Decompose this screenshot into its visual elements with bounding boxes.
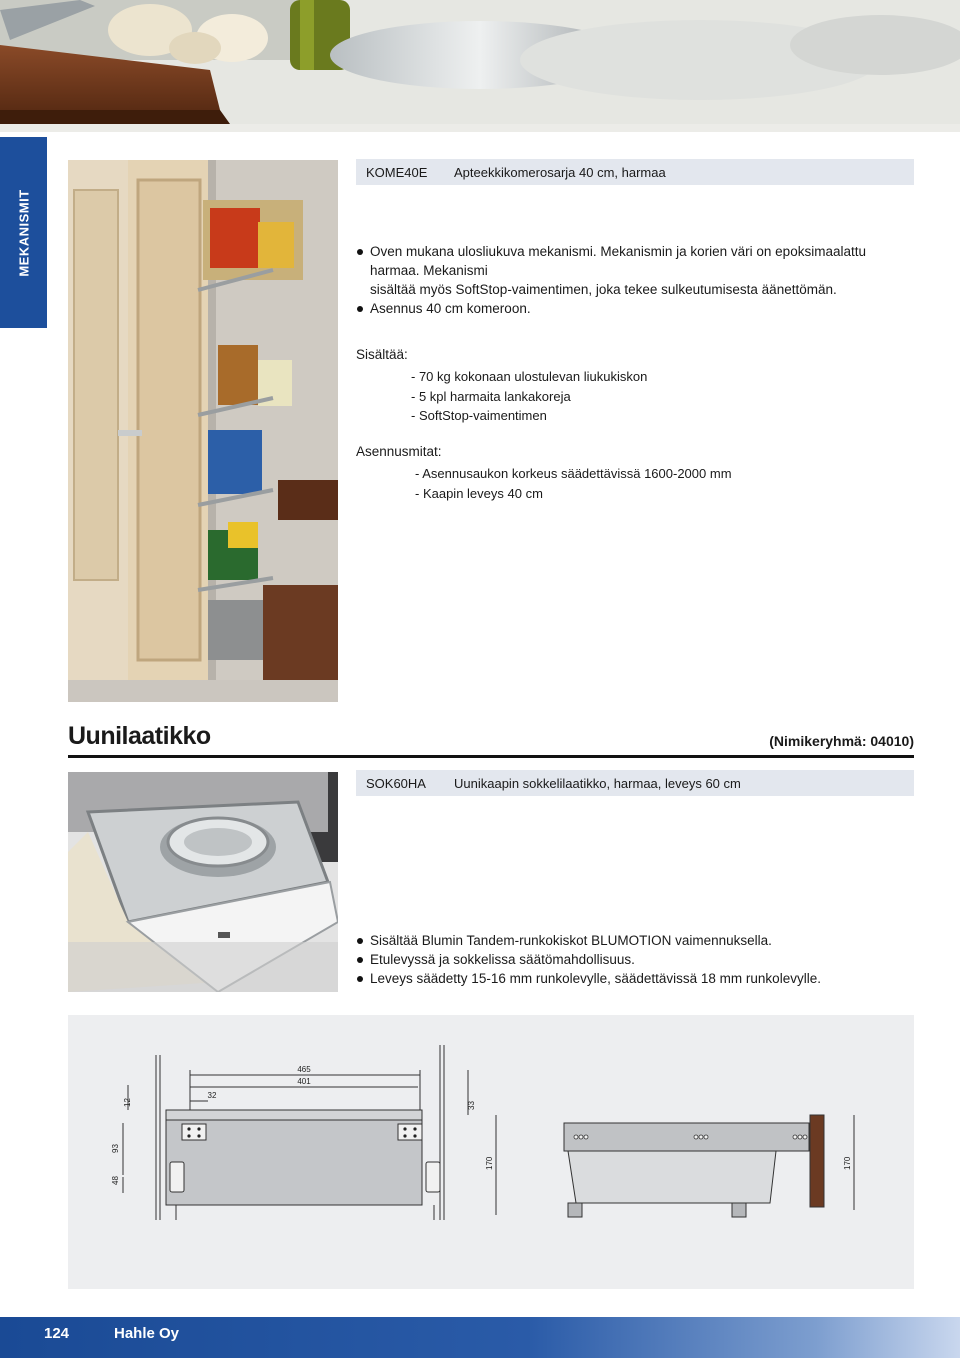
product-code: SOK60HA <box>366 775 426 791</box>
feature-item: Etulevyssä ja sokkelissa säätömahdollisuus. <box>356 950 916 969</box>
kitchen-photo-banner <box>0 0 960 132</box>
feature-item: Asennus 40 cm komeroon. <box>356 299 916 318</box>
feature-item: Sisältää Blumin Tandem-runkokiskot BLUMOTION vaimennuksella. <box>356 931 916 950</box>
side-tab-label: MEKANISMIT <box>16 188 31 277</box>
product2-features <box>356 931 916 988</box>
section-divider <box>68 755 914 758</box>
dimension-33: 33 <box>467 1101 476 1110</box>
dimension-465: 465 <box>297 1065 311 1074</box>
contents-item: - 5 kpl harmaita lankakoreja <box>411 388 571 404</box>
company-name: Hahle Oy <box>114 1325 180 1342</box>
contents-item: - SoftStop-vaimentimen <box>411 408 547 423</box>
contents-item: - 70 kg kokonaan ulostulevan liukukiskon <box>411 369 648 384</box>
dimension-12: 12 <box>123 1098 132 1107</box>
pantry-pullout-illustration <box>68 160 338 702</box>
dimension-401: 401 <box>297 1077 311 1086</box>
section-title: Uunilaatikko <box>68 722 211 750</box>
dimension-48: 48 <box>111 1176 120 1185</box>
dimension-drawing <box>68 1015 914 1289</box>
page-number: 124 <box>44 1325 70 1342</box>
product-description: Uunikaapin sokkelilaatikko, harmaa, leveys 60 cm <box>454 775 741 791</box>
product-row-sok60ha <box>356 770 914 796</box>
section-group-code: (Nimikeryhmä: 04010) <box>769 733 914 749</box>
install-label: Asennusmitat: <box>356 444 442 459</box>
dimension-32: 32 <box>207 1091 217 1100</box>
product-code: KOME40E <box>366 164 428 180</box>
install-item: - Asennusaukon korkeus säädettävissä 1600-2000 mm <box>415 466 732 481</box>
kitchen-photo-illustration <box>0 0 960 132</box>
product-row-kome40e <box>356 159 914 185</box>
contents-label: Sisältää: <box>356 347 408 362</box>
feature-item: Leveys säädetty 15-16 mm runkolevylle, säädettävissä 18 mm runkolevylle. <box>356 969 916 988</box>
technical-drawing <box>68 1015 914 1289</box>
product-description: Apteekkikomerosarja 40 cm, harmaa <box>454 164 666 180</box>
oven-drawer-illustration <box>68 772 338 992</box>
install-list <box>415 464 732 503</box>
install-item: - Kaapin leveys 40 cm <box>415 485 543 501</box>
dimension-170-front: 170 <box>485 1156 494 1170</box>
feature-item: Oven mukana ulosliukuva mekanismi. Mekanismin ja korien väri on epoksimaalattu harmaa. Mekanismi sisältää myös SoftStop-vaimentimen, joka tekee sulkeutumisesta äänettömän. <box>356 242 916 299</box>
oven-drawer-photo <box>68 772 338 992</box>
contents-list <box>411 367 647 426</box>
product1-features <box>356 242 916 318</box>
side-view <box>564 1115 854 1217</box>
pantry-pullout-photo <box>68 160 338 702</box>
dimension-93: 93 <box>111 1144 120 1153</box>
dimension-170-side: 170 <box>843 1156 852 1170</box>
section-side-tab <box>0 137 47 328</box>
